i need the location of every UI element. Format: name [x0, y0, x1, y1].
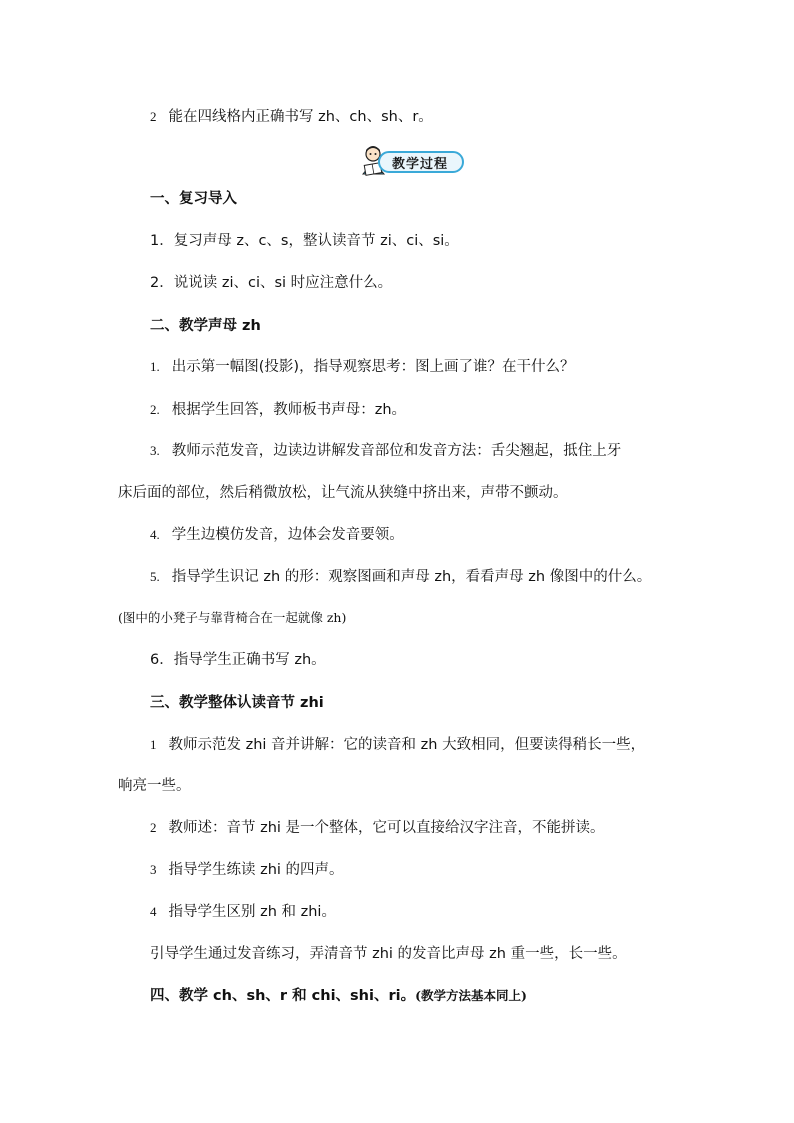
item-text: 教师示范发 zhi 音并讲解：它的读音和 zh 大致相同，但要读得稍长一些，	[168, 737, 646, 753]
item-number: 2	[150, 109, 157, 124]
item-number: 2.	[150, 402, 160, 417]
badge-title: 教学过程	[392, 157, 449, 172]
item-line	[150, 357, 575, 377]
item-continuation: 响亮一些。	[118, 778, 191, 794]
item-number: 2	[150, 820, 157, 835]
item-line: 1．复习声母 z、c、s，整认读音节 zi、ci、si。	[150, 233, 459, 249]
item-text: 出示第一幅图(投影)，指导观察思考：图上画了谁？在干什么？	[171, 359, 575, 375]
item-number: 1	[150, 737, 157, 752]
item-line	[150, 400, 406, 420]
item-line: 引导学生通过发音练习，弄清音节 zhi 的发音比声母 zh 重一些，长一些。	[150, 946, 627, 962]
item-number: 4	[150, 904, 157, 919]
item-line	[150, 860, 344, 880]
item-text: 学生边模仿发音，边体会发音要领。	[171, 527, 404, 543]
item-number: 3	[150, 862, 157, 877]
item-note: (图中的小凳子与靠背椅合在一起就像 zh)	[118, 610, 347, 625]
item-number: 5.	[150, 569, 160, 584]
item-line	[150, 525, 404, 545]
item-text: 指导学生练读 zhi 的四声。	[168, 862, 344, 878]
item-text: 能在四线格内正确书写 zh、ch、sh、r。	[168, 109, 433, 125]
item-line	[150, 567, 651, 587]
item-line: 2．说说读 zi、ci、si 时应注意什么。	[150, 275, 393, 291]
section-badge	[356, 144, 468, 178]
item-text: 教师述：音节 zhi 是一个整体，它可以直接给汉字注音，不能拼读。	[168, 820, 605, 836]
item-line	[150, 818, 605, 838]
item-number: 1.	[150, 359, 160, 374]
section-heading-4: 四、教学 ch、sh、r 和 chi、shi、ri。(教学方法基本同上)	[150, 988, 527, 1004]
section-heading-3: 三、教学整体认读音节 zhi	[150, 695, 324, 711]
item-line	[150, 902, 336, 922]
item-line	[150, 735, 645, 755]
item-text: 指导学生识记 zh 的形：观察图画和声母 zh，看看声母 zh 像图中的什么。	[171, 569, 652, 585]
item-line	[150, 441, 621, 461]
item-2-line	[150, 107, 433, 127]
item-continuation: 床后面的部位，然后稍微放松，让气流从狭缝中挤出来，声带不颤动。	[118, 485, 568, 501]
item-text: 教师示范发音，边读边讲解发音部位和发音方法：舌尖翘起，抵住上牙	[171, 443, 622, 459]
section-note: (教学方法基本同上)	[415, 988, 527, 1003]
section-heading-2: 二、教学声母 zh	[150, 318, 261, 334]
item-text: 指导学生区别 zh 和 zhi。	[168, 904, 336, 920]
item-number: 3.	[150, 443, 160, 458]
item-text: 根据学生回答，教师板书声母：zh。	[171, 402, 407, 418]
item-number: 4.	[150, 527, 160, 542]
item-line: 6．指导学生正确书写 zh。	[150, 652, 326, 668]
section-heading-1: 一、复习导入	[150, 191, 237, 207]
